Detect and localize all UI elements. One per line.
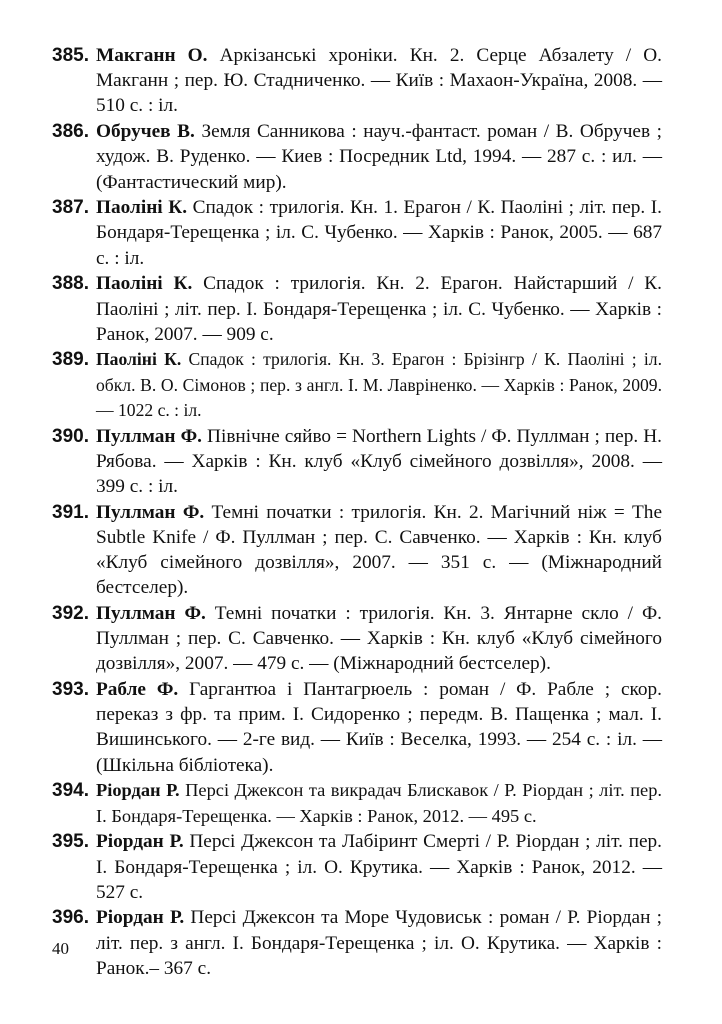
entry-number: 395. — [52, 831, 89, 853]
entry-author: Пуллман Ф. — [96, 501, 205, 523]
entry-author: Пуллман Ф. — [96, 602, 206, 624]
entry-number: 388. — [52, 273, 89, 295]
entry-text: Темні початки : трилогія. Кн. 2. Магічний ніж = The Subtle Knife / Ф. Пуллман ; пер. С. Савченко. — Харків : Кн. клуб «Клуб сімейного дозвілля», 2007. — 351 с. — (Міжнародний бестселер). — [96, 501, 663, 599]
entry-number: 391. — [52, 501, 89, 523]
entry-body — [96, 195, 662, 271]
bibliography-entry — [52, 195, 662, 271]
entry-author: Макганн О. — [96, 45, 208, 66]
bibliography-entry — [52, 829, 662, 905]
entry-text: Спадок : трилогія. Кн. 3. Ерагон : Брізінгр / К. Паоліні ; іл. обкл. В. О. Сімонов ; пер. з англ. І. М. Лавріненко. — Харків : Ранок, 2009. — 1022 с. : іл. — [96, 349, 662, 420]
entry-text: Аркізанські хроніки. Кн. 2. Серце Абзалету / О. Макганн ; пер. Ю. Стадниченко. — Київ : Махаон-Україна, 2008. — 510 с. : іл. — [96, 45, 663, 117]
bibliography-entry — [52, 500, 662, 601]
entry-body — [96, 347, 662, 423]
bibliography-entry — [52, 677, 662, 778]
entry-text: Спадок : трилогія. Кн. 1. Ерагон / К. Паоліні ; літ. пер. І. Бондаря-Терещенка ; іл. С. Чубенко. — Харків : Ранок, 2005. — 687 с. : іл. — [96, 197, 662, 269]
entry-body — [96, 424, 662, 500]
entry-body — [96, 601, 662, 677]
entry-number: 387. — [52, 197, 89, 219]
entry-author: Паоліні К. — [96, 349, 182, 370]
entry-number: 396. — [52, 907, 89, 929]
bibliography-entry — [52, 778, 662, 828]
bibliography-entry — [52, 601, 662, 677]
entry-text: Персі Джексон та Море Чудовиськ : роман / Р. Ріордан ; літ. пер. з англ. І. Бондаря-Терещенка ; іл. О. Крутика. — Харків : Ранок.– 367 с. — [96, 907, 662, 979]
entry-body — [96, 677, 662, 778]
bibliography-entry — [52, 424, 662, 500]
bibliography-entry — [52, 43, 662, 119]
entry-number: 393. — [52, 679, 89, 701]
entry-text: Темні початки : трилогія. Кн. 3. Янтарне скло / Ф. Пуллман ; пер. С. Савченко. — Харків : Кн. клуб «Клуб сімейного дозвілля», 2007. — 479 с. — (Міжнародний бестселер). — [96, 602, 662, 675]
entry-body — [96, 43, 662, 119]
entry-body — [96, 778, 662, 828]
entry-author: Паоліні К. — [96, 273, 193, 295]
entry-author: Ріордан Р. — [96, 907, 185, 929]
entry-number: 389. — [52, 349, 89, 371]
entry-text: Персі Джексон та викрадач Блискавок / Р. Ріордан ; літ. пер. І. Бондаря-Терещенка. — Харків : Ранок, 2012. — 495 с. — [96, 780, 662, 826]
entry-author: Ріордан Р. — [96, 831, 184, 853]
bibliography-entry — [52, 347, 662, 423]
entry-body — [96, 271, 662, 347]
entry-body — [96, 119, 662, 195]
entry-body — [96, 829, 662, 905]
entry-number: 385. — [52, 45, 89, 66]
entry-text: Спадок : трилогія. Кн. 2. Ерагон. Найстарший / К. Паоліні ; літ. пер. І. Бондаря-Терещенка ; іл. С. Чубенко. — Харків : Ранок, 2007. — 909 с. — [96, 273, 662, 345]
entry-text: Гаргантюа і Пантагрюель : роман / Ф. Рабле ; скор. переказ з фр. та прим. І. Сидоренко ; передм. В. Пащенка ; мал. І. Вишинського. — 2-ге вид. — Київ : Веселка, 1993. — 254 с. : іл. — (Шкільна бібліотека). — [96, 679, 662, 776]
entry-number: 394. — [52, 780, 89, 802]
page-number: 40 — [52, 939, 69, 958]
bibliography-entry — [52, 905, 662, 981]
bibliography-entry — [52, 271, 662, 347]
entry-number: 386. — [52, 121, 89, 143]
bibliography-entry — [52, 119, 662, 195]
entry-number: 392. — [52, 602, 89, 624]
entry-text: Північне сяйво = Northern Lights / Ф. Пуллман ; пер. Н. Рябова. — Харків : Кн. клуб «Клуб сімейного дозвілля», 2008. — 399 с. : іл. — [96, 425, 662, 497]
entry-author: Рабле Ф. — [96, 679, 179, 701]
bibliography-list — [52, 43, 662, 982]
entry-author: Паоліні К. — [96, 197, 188, 219]
entry-number: 390. — [52, 425, 89, 447]
entry-author: Обручев В. — [96, 121, 195, 143]
entry-text: Персі Джексон та Лабіринт Смерті / Р. Ріордан ; літ. пер. І. Бондаря-Терещенка ; іл. О. Крутика. — Харків : Ранок, 2012. — 527 с. — [96, 831, 662, 903]
entry-body — [96, 500, 662, 601]
entry-body — [96, 905, 662, 981]
entry-author: Ріордан Р. — [96, 780, 180, 801]
entry-text: Земля Санникова : науч.-фантаст. роман / В. Обручев ; худож. В. Руденко. — Киев : Посредник Ltd, 1994. — 287 с. : ил. — (Фантастический мир). — [96, 121, 662, 193]
entry-author: Пуллман Ф. — [96, 425, 202, 447]
